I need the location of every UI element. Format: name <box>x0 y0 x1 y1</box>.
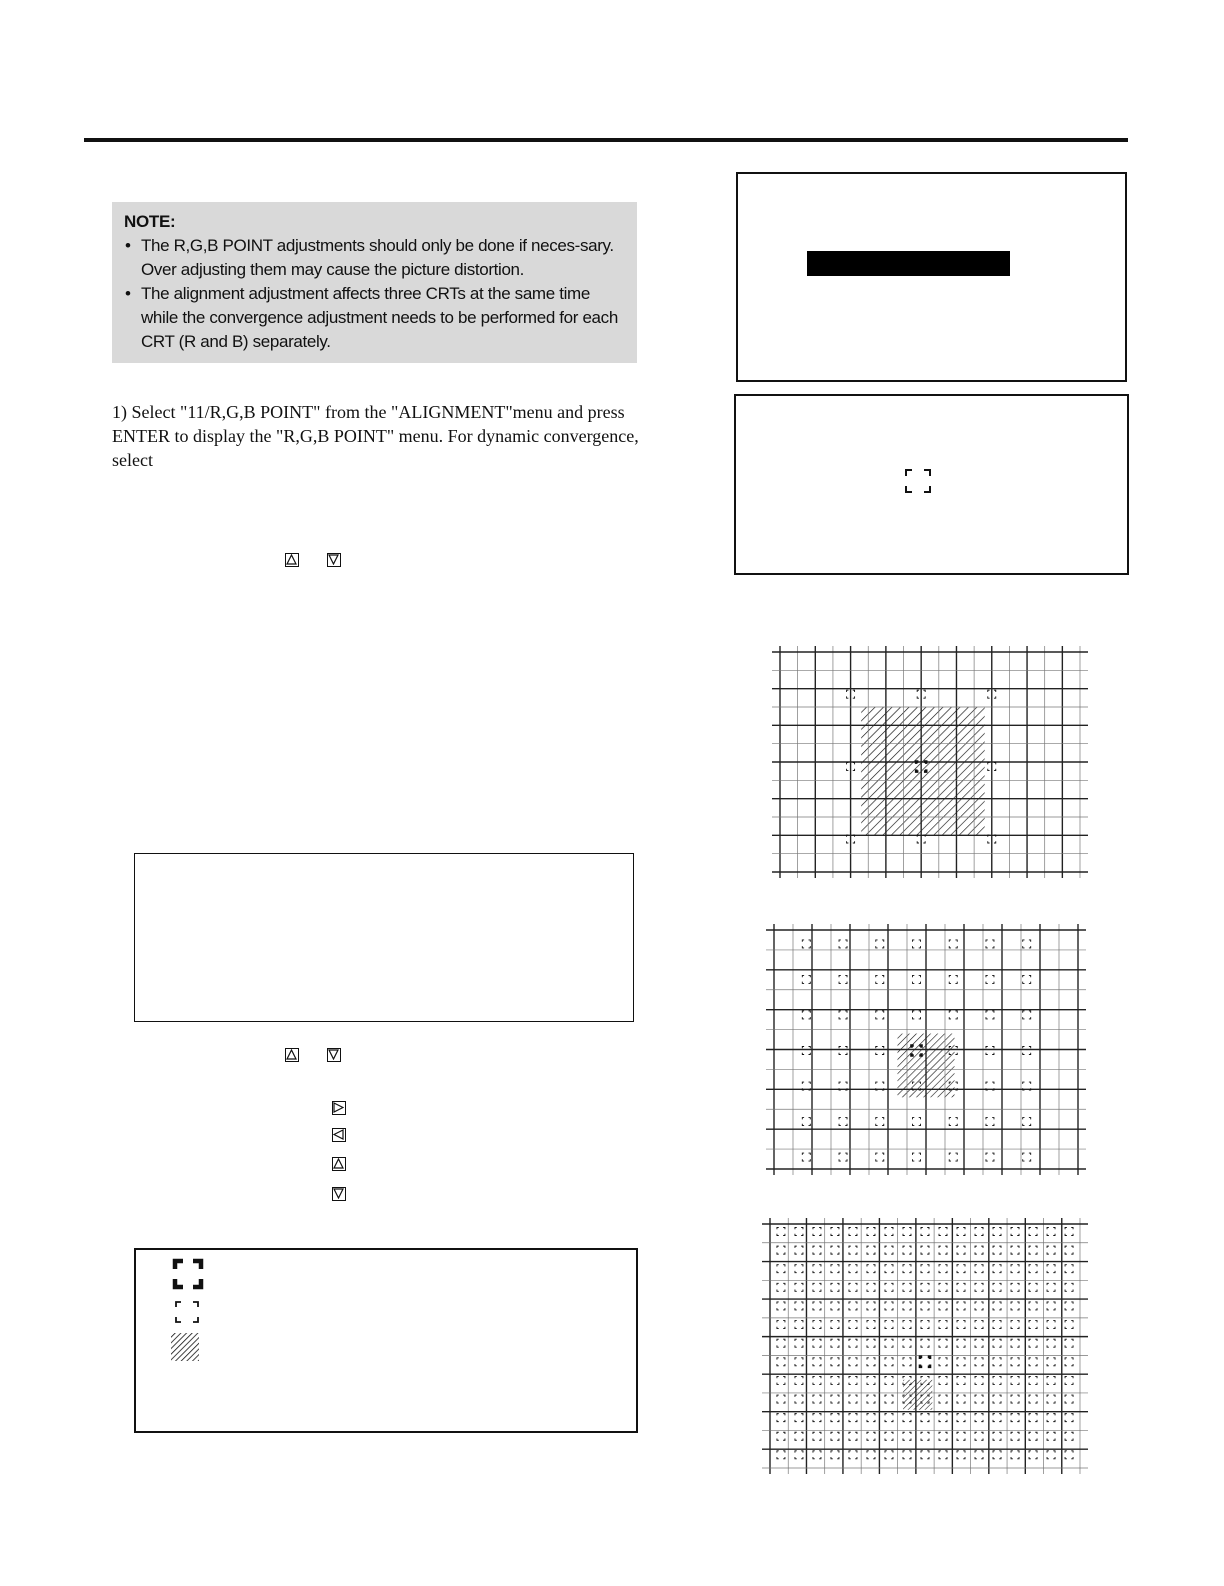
point-marker <box>1029 1432 1037 1440</box>
point-marker <box>777 1283 785 1291</box>
point-marker <box>993 1432 1001 1440</box>
point-marker <box>913 1118 921 1126</box>
point-marker <box>802 975 810 983</box>
point-marker <box>986 1118 994 1126</box>
point-marker <box>795 1321 803 1329</box>
point-marker <box>885 1283 893 1291</box>
point-marker <box>939 1228 947 1236</box>
point-marker <box>1011 1414 1019 1422</box>
point-marker <box>813 1395 821 1403</box>
point-marker <box>1065 1358 1073 1366</box>
grid-lines <box>766 924 1086 1175</box>
point-marker <box>921 1302 929 1310</box>
point-marker <box>993 1302 1001 1310</box>
point-marker <box>939 1283 947 1291</box>
point-marker <box>1029 1246 1037 1254</box>
point-marker <box>903 1451 911 1459</box>
point-marker <box>1029 1376 1037 1384</box>
point-marker <box>1065 1376 1073 1384</box>
point-marker <box>993 1358 1001 1366</box>
point-marker <box>993 1451 1001 1459</box>
left-key-icon <box>332 1128 346 1142</box>
point-marker <box>939 1358 947 1366</box>
point-marker <box>1023 1118 1031 1126</box>
point-marker <box>839 1046 847 1054</box>
point-marker <box>1023 1046 1031 1054</box>
point-marker <box>885 1339 893 1347</box>
point-marker <box>1065 1395 1073 1403</box>
point-marker <box>921 1246 929 1254</box>
point-marker <box>849 1228 857 1236</box>
point-marker <box>1029 1451 1037 1459</box>
point-marker <box>795 1265 803 1273</box>
up-key-icon <box>332 1157 346 1171</box>
point-marker <box>993 1376 1001 1384</box>
point-marker <box>993 1246 1001 1254</box>
grid-figure-small <box>770 642 1090 882</box>
point-marker <box>986 1046 994 1054</box>
point-marker <box>975 1376 983 1384</box>
point-marker <box>813 1265 821 1273</box>
point-marker <box>839 1153 847 1161</box>
point-marker <box>949 1153 957 1161</box>
point-marker <box>885 1451 893 1459</box>
point-marker <box>1047 1302 1055 1310</box>
point-marker <box>885 1321 893 1329</box>
point-marker <box>777 1228 785 1236</box>
point-marker <box>876 1118 884 1126</box>
point-marker <box>957 1283 965 1291</box>
down-key-icon <box>327 553 341 567</box>
point-marker <box>975 1321 983 1329</box>
bold-corner-bracket-icon <box>172 1258 204 1290</box>
point-marker <box>921 1321 929 1329</box>
note-heading: NOTE: <box>124 212 176 231</box>
point-marker <box>777 1451 785 1459</box>
point-marker <box>1047 1246 1055 1254</box>
step-text: Select "11/R,G,B POINT" from the "ALIGNMENT"menu and press ENTER to display the "R,G,B POINT" menu. For dynamic convergence, select <box>112 402 639 470</box>
point-marker <box>1029 1395 1037 1403</box>
point-marker <box>1011 1432 1019 1440</box>
point-marker <box>993 1283 1001 1291</box>
point-marker <box>1011 1228 1019 1236</box>
point-marker <box>939 1414 947 1422</box>
point-marker <box>957 1414 965 1422</box>
point-marker <box>1047 1414 1055 1422</box>
point-marker <box>867 1451 875 1459</box>
point-marker <box>849 1246 857 1254</box>
point-marker <box>867 1246 875 1254</box>
point-marker <box>867 1302 875 1310</box>
point-marker <box>1047 1395 1055 1403</box>
point-marker <box>867 1432 875 1440</box>
point-marker <box>867 1414 875 1422</box>
point-marker <box>1023 1011 1031 1019</box>
point-marker <box>986 940 994 948</box>
point-marker <box>831 1358 839 1366</box>
point-marker <box>1011 1451 1019 1459</box>
point-marker <box>777 1414 785 1422</box>
point-marker <box>802 1153 810 1161</box>
point-marker <box>1011 1376 1019 1384</box>
point-marker <box>913 975 921 983</box>
point-marker <box>1029 1339 1037 1347</box>
point-marker <box>1029 1321 1037 1329</box>
point-marker <box>921 1228 929 1236</box>
point-marker <box>1011 1358 1019 1366</box>
point-marker <box>921 1265 929 1273</box>
step-number: 1) <box>112 402 127 422</box>
point-marker <box>795 1451 803 1459</box>
point-marker <box>867 1265 875 1273</box>
point-marker <box>921 1432 929 1440</box>
point-marker <box>957 1246 965 1254</box>
point-marker <box>849 1451 857 1459</box>
right-key-icon <box>332 1101 346 1115</box>
point-marker <box>885 1228 893 1236</box>
point-marker <box>986 1153 994 1161</box>
point-marker <box>1011 1246 1019 1254</box>
point-marker <box>975 1283 983 1291</box>
point-marker <box>949 1118 957 1126</box>
adjust-area-hatch <box>861 707 985 835</box>
point-marker <box>975 1246 983 1254</box>
note-bullet: • The R,G,B POINT adjustments should only be done if neces-sary. Over adjusting them may cause the picture distortion. <box>124 234 625 282</box>
point-marker <box>903 1414 911 1422</box>
point-marker <box>949 1011 957 1019</box>
point-marker <box>831 1283 839 1291</box>
point-marker <box>939 1302 947 1310</box>
selected-point-marker <box>920 1357 930 1367</box>
point-marker <box>867 1339 875 1347</box>
point-marker <box>975 1228 983 1236</box>
point-marker <box>957 1376 965 1384</box>
point-marker <box>831 1339 839 1347</box>
point-marker <box>957 1395 965 1403</box>
point-marker <box>777 1432 785 1440</box>
point-marker <box>903 1246 911 1254</box>
point-marker <box>957 1321 965 1329</box>
point-marker <box>839 940 847 948</box>
point-marker <box>913 1011 921 1019</box>
point-marker <box>1047 1265 1055 1273</box>
point-marker <box>1047 1228 1055 1236</box>
point-marker <box>795 1376 803 1384</box>
note-box <box>112 202 637 363</box>
point-marker <box>1029 1302 1037 1310</box>
point-marker <box>921 1339 929 1347</box>
point-marker <box>975 1432 983 1440</box>
point-marker <box>813 1414 821 1422</box>
point-marker <box>831 1265 839 1273</box>
menu-highlight-bar <box>807 251 1010 276</box>
point-marker <box>993 1228 1001 1236</box>
point-marker <box>849 1302 857 1310</box>
point-marker <box>1065 1302 1073 1310</box>
menu-screen-box <box>134 853 634 1022</box>
point-marker <box>867 1376 875 1384</box>
point-marker <box>1065 1451 1073 1459</box>
point-marker <box>849 1395 857 1403</box>
point-marker <box>975 1302 983 1310</box>
point-marker <box>839 975 847 983</box>
point-marker <box>777 1321 785 1329</box>
point-marker <box>813 1228 821 1236</box>
point-marker <box>795 1432 803 1440</box>
down-key-icon <box>327 1048 341 1062</box>
point-marker <box>903 1432 911 1440</box>
point-marker <box>813 1339 821 1347</box>
point-marker <box>795 1339 803 1347</box>
point-marker <box>795 1283 803 1291</box>
point-marker <box>903 1283 911 1291</box>
point-marker <box>876 975 884 983</box>
point-marker <box>993 1414 1001 1422</box>
point-marker <box>876 940 884 948</box>
point-marker <box>885 1376 893 1384</box>
up-key-icon <box>285 1048 299 1062</box>
point-marker <box>885 1302 893 1310</box>
grid-lines <box>762 1218 1088 1474</box>
point-marker <box>1047 1432 1055 1440</box>
point-marker <box>975 1395 983 1403</box>
note-list <box>124 234 625 354</box>
up-key-icon <box>285 553 299 567</box>
point-marker <box>831 1432 839 1440</box>
point-marker <box>957 1339 965 1347</box>
point-marker <box>885 1414 893 1422</box>
point-marker <box>903 1302 911 1310</box>
point-marker <box>813 1451 821 1459</box>
point-marker <box>876 1046 884 1054</box>
point-marker <box>885 1395 893 1403</box>
point-marker <box>975 1451 983 1459</box>
point-marker <box>975 1414 983 1422</box>
point-marker <box>849 1339 857 1347</box>
point-marker <box>1023 940 1031 948</box>
point-marker <box>831 1414 839 1422</box>
point-marker <box>1065 1414 1073 1422</box>
point-marker <box>903 1321 911 1329</box>
legend-box <box>134 1248 638 1433</box>
point-marker <box>1029 1414 1037 1422</box>
point-marker <box>876 1153 884 1161</box>
point-marker <box>921 1451 929 1459</box>
point-marker <box>813 1246 821 1254</box>
point-marker <box>849 1376 857 1384</box>
point-marker <box>939 1265 947 1273</box>
point-marker <box>1065 1339 1073 1347</box>
point-marker <box>849 1432 857 1440</box>
grid-figure-large <box>762 1216 1088 1476</box>
point-marker <box>867 1321 875 1329</box>
point-marker <box>867 1228 875 1236</box>
point-marker <box>1011 1321 1019 1329</box>
point-marker <box>795 1395 803 1403</box>
note-bullet: • The alignment adjustment affects three CRTs at the same time while the convergence adjustment needs to be performed for each CRT (R and B) separately. <box>124 282 625 354</box>
point-marker <box>957 1228 965 1236</box>
point-marker <box>839 1011 847 1019</box>
point-marker <box>795 1228 803 1236</box>
point-marker <box>957 1358 965 1366</box>
point-marker <box>777 1395 785 1403</box>
point-marker <box>831 1395 839 1403</box>
point-marker <box>849 1358 857 1366</box>
point-marker <box>849 1414 857 1422</box>
point-marker <box>939 1246 947 1254</box>
alignment-menu-screen <box>736 172 1127 382</box>
point-marker <box>1047 1321 1055 1329</box>
point-marker <box>1047 1339 1055 1347</box>
rgb-point-screen <box>734 394 1129 575</box>
point-marker <box>802 1118 810 1126</box>
point-marker <box>903 1358 911 1366</box>
point-marker <box>885 1246 893 1254</box>
point-marker <box>1023 1153 1031 1161</box>
point-marker <box>1047 1283 1055 1291</box>
point-marker <box>867 1395 875 1403</box>
point-marker <box>957 1432 965 1440</box>
point-marker <box>975 1265 983 1273</box>
point-marker <box>921 1283 929 1291</box>
point-marker <box>795 1358 803 1366</box>
point-marker <box>957 1265 965 1273</box>
point-marker <box>831 1228 839 1236</box>
point-marker <box>849 1321 857 1329</box>
point-marker <box>1011 1395 1019 1403</box>
point-marker <box>1047 1358 1055 1366</box>
point-marker <box>1047 1376 1055 1384</box>
point-marker <box>885 1358 893 1366</box>
point-marker <box>1065 1265 1073 1273</box>
point-marker <box>831 1376 839 1384</box>
down-key-icon <box>332 1187 346 1201</box>
point-marker <box>777 1265 785 1273</box>
point-marker <box>795 1246 803 1254</box>
point-marker <box>1065 1432 1073 1440</box>
thin-corner-bracket-icon <box>904 468 932 494</box>
point-marker <box>1029 1265 1037 1273</box>
point-marker <box>939 1339 947 1347</box>
header-rule <box>84 138 1128 142</box>
point-marker <box>1065 1228 1073 1236</box>
point-marker <box>839 1118 847 1126</box>
point-marker <box>795 1302 803 1310</box>
point-marker <box>849 1265 857 1273</box>
point-marker <box>913 940 921 948</box>
point-marker <box>1065 1246 1073 1254</box>
point-marker <box>921 1414 929 1422</box>
point-marker <box>1011 1265 1019 1273</box>
point-marker <box>1011 1283 1019 1291</box>
point-marker <box>777 1302 785 1310</box>
point-marker <box>831 1246 839 1254</box>
point-marker <box>993 1265 1001 1273</box>
point-marker <box>1047 1451 1055 1459</box>
point-marker <box>1011 1302 1019 1310</box>
point-marker <box>939 1451 947 1459</box>
point-marker <box>813 1321 821 1329</box>
point-marker <box>903 1339 911 1347</box>
point-marker <box>975 1358 983 1366</box>
point-marker <box>813 1376 821 1384</box>
point-marker <box>802 1011 810 1019</box>
point-marker <box>913 1153 921 1161</box>
point-marker <box>831 1321 839 1329</box>
point-marker <box>777 1358 785 1366</box>
point-marker <box>939 1395 947 1403</box>
point-marker <box>949 975 957 983</box>
point-marker <box>831 1451 839 1459</box>
point-marker <box>903 1265 911 1273</box>
point-marker <box>777 1376 785 1384</box>
point-marker <box>849 1283 857 1291</box>
grid-figure-medium <box>766 922 1086 1177</box>
point-marker <box>876 1011 884 1019</box>
point-marker <box>993 1321 1001 1329</box>
point-marker <box>1029 1283 1037 1291</box>
point-marker <box>813 1358 821 1366</box>
thin-corner-bracket-icon <box>174 1300 200 1324</box>
point-marker <box>949 940 957 948</box>
point-marker <box>813 1283 821 1291</box>
point-marker <box>867 1283 875 1291</box>
point-marker <box>831 1302 839 1310</box>
point-marker <box>1065 1321 1073 1329</box>
hatched-area-icon <box>170 1332 200 1362</box>
point-marker <box>975 1339 983 1347</box>
point-marker <box>813 1432 821 1440</box>
point-marker <box>777 1339 785 1347</box>
point-marker <box>802 1046 810 1054</box>
step-1 <box>112 400 642 472</box>
point-marker <box>795 1414 803 1422</box>
point-marker <box>777 1246 785 1254</box>
point-marker <box>903 1228 911 1236</box>
grid-lines <box>772 646 1088 878</box>
point-marker <box>813 1302 821 1310</box>
point-marker <box>1011 1339 1019 1347</box>
point-marker <box>885 1265 893 1273</box>
point-marker <box>939 1376 947 1384</box>
point-marker <box>1029 1358 1037 1366</box>
point-marker <box>1023 975 1031 983</box>
point-marker <box>957 1451 965 1459</box>
point-marker <box>867 1358 875 1366</box>
point-marker <box>986 975 994 983</box>
point-marker <box>1065 1283 1073 1291</box>
point-marker <box>993 1339 1001 1347</box>
point-marker <box>939 1432 947 1440</box>
point-marker <box>986 1011 994 1019</box>
point-marker <box>802 940 810 948</box>
point-marker <box>993 1395 1001 1403</box>
point-marker <box>939 1321 947 1329</box>
point-marker <box>885 1432 893 1440</box>
point-marker <box>1029 1228 1037 1236</box>
point-marker <box>957 1302 965 1310</box>
